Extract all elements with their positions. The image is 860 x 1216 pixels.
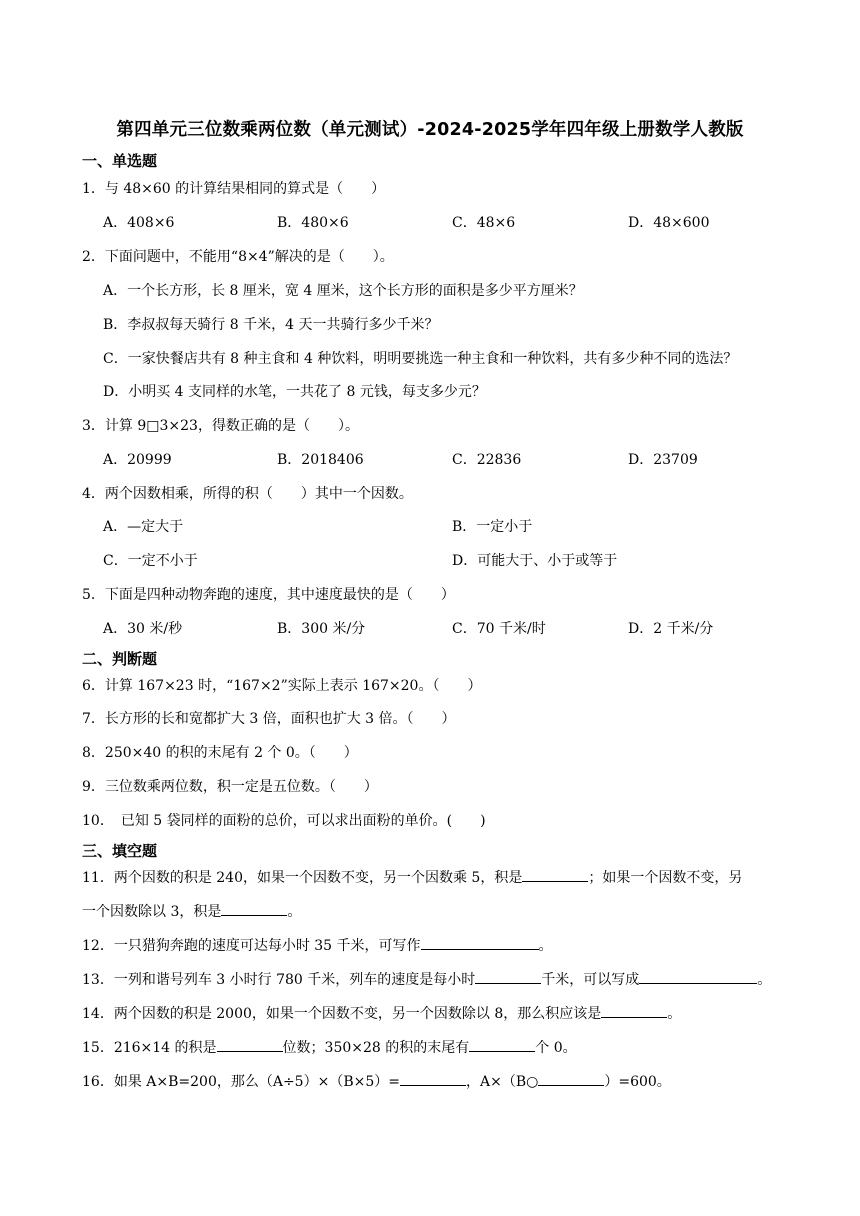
- question-13-text-b: 千米，可以写成: [541, 972, 640, 988]
- question-16-text-a: 16．如果 A×B=200，那么（A÷5）×（B×5）=: [82, 1074, 400, 1090]
- question-14-text-a: 14．两个因数的积是 2000，如果一个因数不变，另一个因数除以 8，那么积应该是: [82, 1006, 602, 1022]
- question-14-text-b: 。: [667, 1006, 682, 1022]
- question-3-option-b: B．2018406: [277, 452, 364, 468]
- question-4-option-c: C．一定不小于: [103, 553, 198, 569]
- question-3-option-d: D．23709: [628, 452, 698, 468]
- question-13-text-c: 。: [757, 972, 772, 988]
- question-1-option-a: A．408×6: [103, 215, 175, 231]
- question-5-stem: 5．下面是四种动物奔跑的速度，其中速度最快的是（ ）: [82, 587, 455, 603]
- question-12: [82, 935, 553, 956]
- answer-blank[interactable]: [217, 1037, 283, 1052]
- question-16-text-c: ）=600。: [604, 1074, 671, 1090]
- answer-blank[interactable]: [421, 935, 539, 950]
- question-12-text-b: 。: [538, 938, 553, 954]
- answer-blank[interactable]: [601, 1003, 667, 1018]
- answer-blank[interactable]: [538, 1071, 604, 1086]
- question-4-option-a: A．—定大于: [103, 519, 184, 535]
- question-5-option-d: D．2 千米/分: [628, 621, 714, 637]
- question-5-option-a: A．30 米/秒: [103, 621, 183, 637]
- question-16: [82, 1071, 671, 1092]
- question-3-stem: 3．计算 9□3×23，得数正确的是（ ）。: [82, 418, 359, 434]
- question-15-text-a: 15．216×14 的积是: [82, 1040, 217, 1056]
- question-10: 10． 已知 5 袋同样的面粉的总价，可以求出面粉的单价。( ): [82, 813, 486, 829]
- question-1-stem: 1．与 48×60 的计算结果相同的算式是（ ）: [82, 181, 386, 197]
- question-12-text-a: 12．一只猎狗奔跑的速度可达每小时 35 千米，可写作: [82, 938, 421, 954]
- section-heading-true-false: 二、判断题: [82, 650, 158, 668]
- page-title: 第四单元三位数乘两位数（单元测试）-2024-2025学年四年级上册数学人教版: [116, 120, 744, 140]
- question-13: [82, 969, 771, 990]
- question-8: 8．250×40 的积的末尾有 2 个 0。（ ）: [82, 745, 358, 761]
- question-11-text-a: 11．两个因数的积是 240，如果一个因数不变，另一个因数乘 5，积是: [82, 870, 523, 886]
- question-11-text-c: 一个因数除以 3，积是: [82, 904, 222, 920]
- question-5-option-c: C．70 千米/时: [452, 621, 546, 637]
- question-1-option-b: B．480×6: [277, 215, 349, 231]
- question-15-text-c: 个 0。: [535, 1040, 577, 1056]
- answer-blank[interactable]: [400, 1071, 466, 1086]
- answer-blank[interactable]: [522, 867, 588, 882]
- question-2-option-a: A．一个长方形，长 8 厘米，宽 4 厘米，这个长方形的面积是多少平方厘米？: [103, 283, 583, 299]
- question-2-option-b: B．李叔叔每天骑行 8 千米，4 天一共骑行多少千米？: [103, 317, 439, 333]
- question-14: [82, 1003, 681, 1024]
- section-heading-single-choice: 一、单选题: [82, 152, 158, 170]
- question-4-stem: 4．两个因数相乘，所得的积（ ）其中一个因数。: [82, 486, 413, 502]
- question-2-option-c: C．一家快餐店共有 8 种主食和 4 种饮料，明明要挑选一种主食和一种饮料，共有多少种不同的选法？: [103, 351, 738, 367]
- question-3-option-a: A．20999: [103, 452, 172, 468]
- question-11-text-b: ；如果一个因数不变，另: [588, 870, 743, 886]
- question-5-option-b: B．300 米/分: [277, 621, 366, 637]
- question-9: 9．三位数乘两位数，积一定是五位数。（ ）: [82, 779, 378, 795]
- question-13-text-a: 13．一列和谐号列车 3 小时行 780 千米，列车的速度是每小时: [82, 972, 476, 988]
- question-7: 7．长方形的长和宽都扩大 3 倍，面积也扩大 3 倍。（ ）: [82, 711, 456, 727]
- answer-blank[interactable]: [469, 1037, 535, 1052]
- question-1-option-d: D．48×600: [628, 215, 710, 231]
- question-11-line-2: [82, 901, 301, 922]
- question-4-option-d: D．可能大于、小于或等于: [452, 553, 618, 569]
- answer-blank[interactable]: [639, 969, 757, 984]
- question-1-option-c: C．48×6: [452, 215, 516, 231]
- question-3-option-c: C．22836: [452, 452, 522, 468]
- question-2-stem: 2．下面问题中，不能用“8×4”解决的是（ ）。: [82, 249, 394, 265]
- question-11-line-1: [82, 867, 742, 888]
- question-2-option-d: D．小明买 4 支同样的水笔，一共花了 8 元钱，每支多少元？: [103, 384, 486, 400]
- section-heading-fill-in: 三、填空题: [82, 842, 158, 860]
- question-15-text-b: 位数；350×28 的积的末尾有: [282, 1040, 470, 1056]
- answer-blank[interactable]: [475, 969, 541, 984]
- question-4-option-b: B．一定小于: [452, 519, 533, 535]
- answer-blank[interactable]: [221, 901, 287, 916]
- question-16-text-b: ，A×（B○: [465, 1074, 539, 1090]
- question-15: [82, 1037, 577, 1058]
- question-6: 6．计算 167×23 时，“167×2”实际上表示 167×20。（ ）: [82, 678, 482, 694]
- question-11-text-d: 。: [287, 904, 302, 920]
